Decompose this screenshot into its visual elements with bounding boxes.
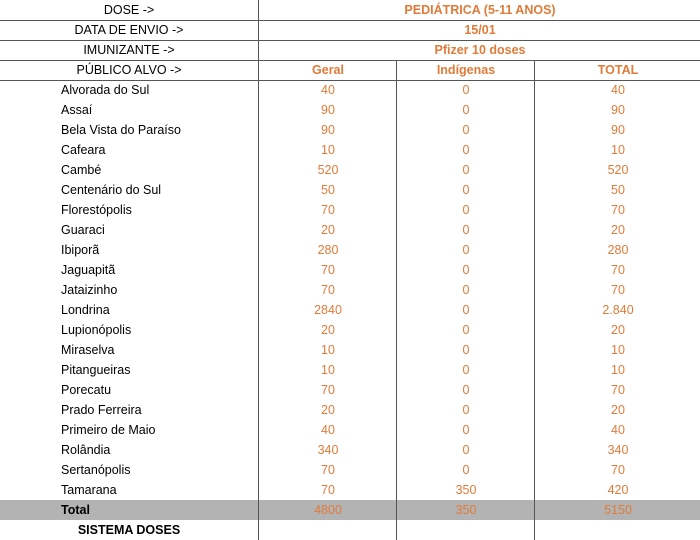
geral-value: 340 (258, 440, 397, 460)
table-row (0, 260, 700, 280)
municipality-name: Cafeara (61, 143, 106, 157)
total-value: 70 (534, 460, 700, 480)
total-value: 280 (534, 240, 700, 260)
indigenas-value: 0 (396, 100, 535, 120)
table-row (0, 380, 700, 400)
indigenas-value: 0 (396, 320, 535, 340)
totals-total: 5150 (534, 500, 700, 520)
table-row (0, 280, 700, 300)
total-value: 10 (534, 140, 700, 160)
table-row (0, 360, 700, 380)
total-value: 70 (534, 260, 700, 280)
total-value: 70 (534, 380, 700, 400)
footer-label: SISTEMA DOSES (77, 523, 181, 537)
date-value: 15/01 (258, 20, 700, 40)
indigenas-value: 0 (396, 120, 535, 140)
municipality-name: Pitangueiras (61, 363, 131, 377)
indigenas-value: 0 (396, 240, 535, 260)
municipality-name: Assaí (61, 103, 93, 117)
indigenas-value: 0 (396, 160, 535, 180)
footer-row (0, 520, 700, 540)
municipality-name: Lupionópolis (61, 323, 132, 337)
municipality-name: Guaraci (61, 223, 105, 237)
column-header-geral: Geral (258, 60, 397, 80)
total-value: 10 (534, 360, 700, 380)
geral-value: 90 (258, 100, 397, 120)
footer-empty-indigenas (396, 520, 535, 540)
table-row (0, 120, 700, 140)
total-value: 20 (534, 320, 700, 340)
geral-value: 90 (258, 120, 397, 140)
geral-value: 10 (258, 340, 397, 360)
total-value: 420 (534, 480, 700, 500)
indigenas-value: 0 (396, 260, 535, 280)
municipality-name: Prado Ferreira (61, 403, 142, 417)
totals-row (0, 500, 700, 520)
total-value: 20 (534, 220, 700, 240)
table-row (0, 100, 700, 120)
municipality-name: Florestópolis (61, 203, 132, 217)
total-value: 70 (534, 280, 700, 300)
indigenas-value: 0 (396, 340, 535, 360)
indigenas-value: 350 (396, 480, 535, 500)
column-header-total: TOTAL (534, 60, 700, 80)
geral-value: 70 (258, 460, 397, 480)
totals-geral: 4800 (258, 500, 397, 520)
indigenas-value: 0 (396, 140, 535, 160)
municipality-name: Porecatu (61, 383, 112, 397)
geral-value: 50 (258, 180, 397, 200)
date-label: DATA DE ENVIO -> (74, 23, 184, 37)
table-row (0, 460, 700, 480)
table-row (0, 80, 700, 100)
table-row (0, 340, 700, 360)
municipality-name: Centenário do Sul (61, 183, 162, 197)
municipality-name: Jataizinho (61, 283, 118, 297)
indigenas-value: 0 (396, 80, 535, 100)
geral-value: 20 (258, 400, 397, 420)
municipality-name: Cambé (61, 163, 102, 177)
table-row (0, 220, 700, 240)
municipality-name: Ibiporã (61, 243, 100, 257)
municipality-name: Primeiro de Maio (61, 423, 156, 437)
total-value: 90 (534, 100, 700, 120)
indigenas-value: 0 (396, 440, 535, 460)
table-row (0, 480, 700, 500)
geral-value: 20 (258, 220, 397, 240)
table-row (0, 160, 700, 180)
geral-value: 280 (258, 240, 397, 260)
vaccine-value: Pfizer 10 doses (258, 40, 700, 60)
total-value: 50 (534, 180, 700, 200)
dose-label: DOSE -> (103, 3, 155, 17)
geral-value: 520 (258, 160, 397, 180)
total-value: 340 (534, 440, 700, 460)
column-header-indigenas: Indígenas (396, 60, 535, 80)
total-value: 10 (534, 340, 700, 360)
geral-value: 70 (258, 480, 397, 500)
indigenas-value: 0 (396, 420, 535, 440)
geral-value: 10 (258, 140, 397, 160)
table-row (0, 200, 700, 220)
footer-empty-geral (258, 520, 397, 540)
total-value: 40 (534, 420, 700, 440)
header-row-dose (0, 0, 700, 21)
indigenas-value: 0 (396, 380, 535, 400)
municipality-name: Bela Vista do Paraíso (61, 123, 181, 137)
vaccine-label: IMUNIZANTE -> (83, 43, 175, 57)
geral-value: 70 (258, 280, 397, 300)
total-value: 2.840 (534, 300, 700, 320)
indigenas-value: 0 (396, 460, 535, 480)
indigenas-value: 0 (396, 300, 535, 320)
table-row (0, 300, 700, 320)
table-row (0, 180, 700, 200)
table-row (0, 240, 700, 260)
municipality-name: Rolândia (61, 443, 111, 457)
total-value: 70 (534, 200, 700, 220)
footer-empty-total (534, 520, 700, 540)
total-value: 520 (534, 160, 700, 180)
indigenas-value: 0 (396, 200, 535, 220)
geral-value: 40 (258, 420, 397, 440)
geral-value: 20 (258, 320, 397, 340)
total-value: 90 (534, 120, 700, 140)
totals-label: Total (61, 503, 90, 517)
indigenas-value: 0 (396, 220, 535, 240)
indigenas-value: 0 (396, 180, 535, 200)
dose-value: PEDIÁTRICA (5-11 ANOS) (258, 0, 700, 20)
table-row (0, 440, 700, 460)
totals-indigenas: 350 (396, 500, 535, 520)
public-label: PÚBLICO ALVO -> (76, 63, 182, 77)
geral-value: 2840 (258, 300, 397, 320)
table-row (0, 420, 700, 440)
indigenas-value: 0 (396, 400, 535, 420)
header-row-columns (0, 60, 700, 81)
header-row-date (0, 20, 700, 41)
municipality-name: Miraselva (61, 343, 115, 357)
table-row (0, 140, 700, 160)
municipality-name: Tamarana (61, 483, 117, 497)
municipality-name: Jaguapitã (61, 263, 116, 277)
geral-value: 70 (258, 200, 397, 220)
geral-value: 10 (258, 360, 397, 380)
indigenas-value: 0 (396, 280, 535, 300)
indigenas-value: 0 (396, 360, 535, 380)
geral-value: 40 (258, 80, 397, 100)
municipality-name: Londrina (61, 303, 110, 317)
total-value: 20 (534, 400, 700, 420)
header-row-vaccine (0, 40, 700, 61)
geral-value: 70 (258, 260, 397, 280)
municipality-name: Sertanópolis (61, 463, 131, 477)
table-row (0, 320, 700, 340)
table-row (0, 400, 700, 420)
geral-value: 70 (258, 380, 397, 400)
total-value: 40 (534, 80, 700, 100)
municipality-name: Alvorada do Sul (61, 83, 150, 97)
